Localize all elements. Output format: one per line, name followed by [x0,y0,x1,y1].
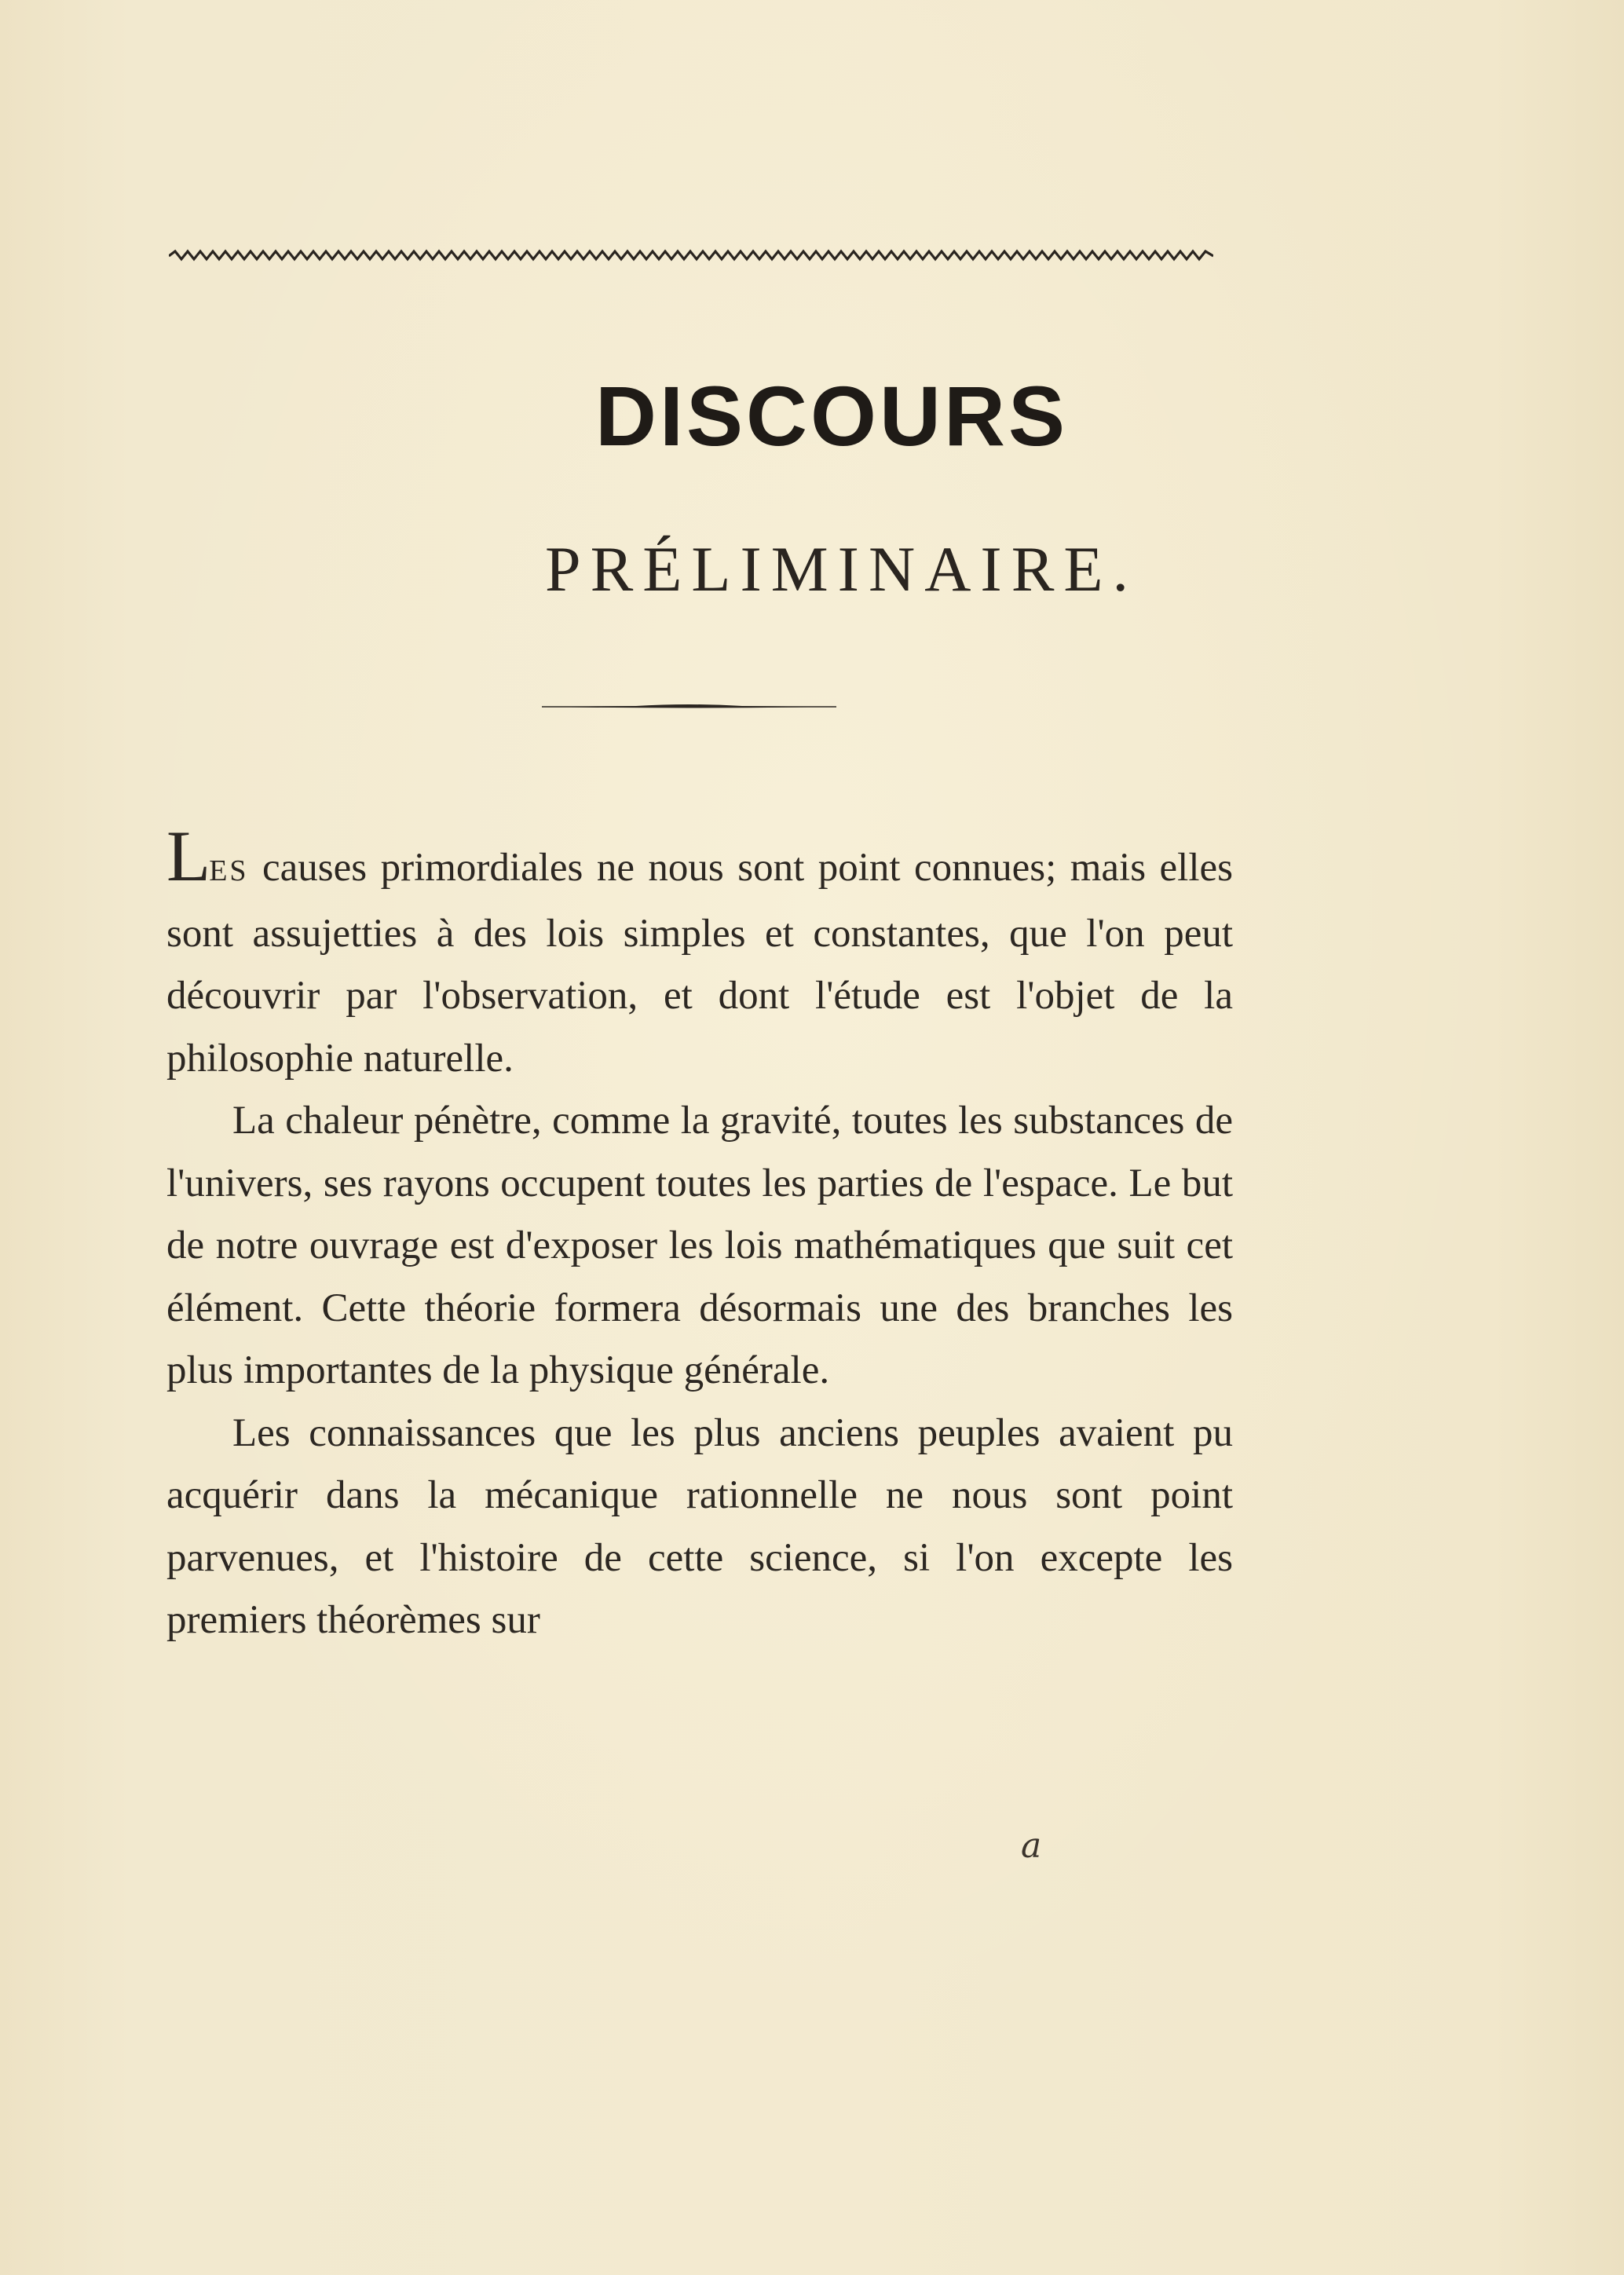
page-subtitle: PRÉLIMINAIRE. [544,533,1139,605]
paragraph-2: La chaleur pénètre, comme la gravité, toutes les substances de l'univers, ses rayons occupent toutes les parties de l'espace. Le but de notre ouvrage est d'exposer les lois mathématiques que suit cet élément. Cette théorie formera désormais une des branches les plus importantes de la physique générale. [166,1099,1233,1392]
paragraph-1 [166,816,1233,1090]
page-title: DISCOURS [594,368,1069,463]
drop-cap-continuation: ES [209,854,249,887]
divider-rule [542,701,836,712]
body-text [166,816,1233,1652]
drop-cap: L [166,816,210,896]
signature-mark: a [1021,1826,1042,1866]
paragraph-3: Les connaissances que les plus anciens peuples avaient pu acquérir dans la mécanique rationnelle ne nous sont point parvenues, et l'histoire de cette science, si l'on excepte les premiers théorèmes sur [166,1410,1233,1642]
ornamental-rule [169,245,1213,264]
paragraph-1-text: causes primordiales ne nous sont point connues; mais elles sont assujetties à des lois simples et constantes, que l'on peut découvrir par l'observation, et dont l'étude est l'objet de la philosophie naturelle. [166,846,1233,1081]
